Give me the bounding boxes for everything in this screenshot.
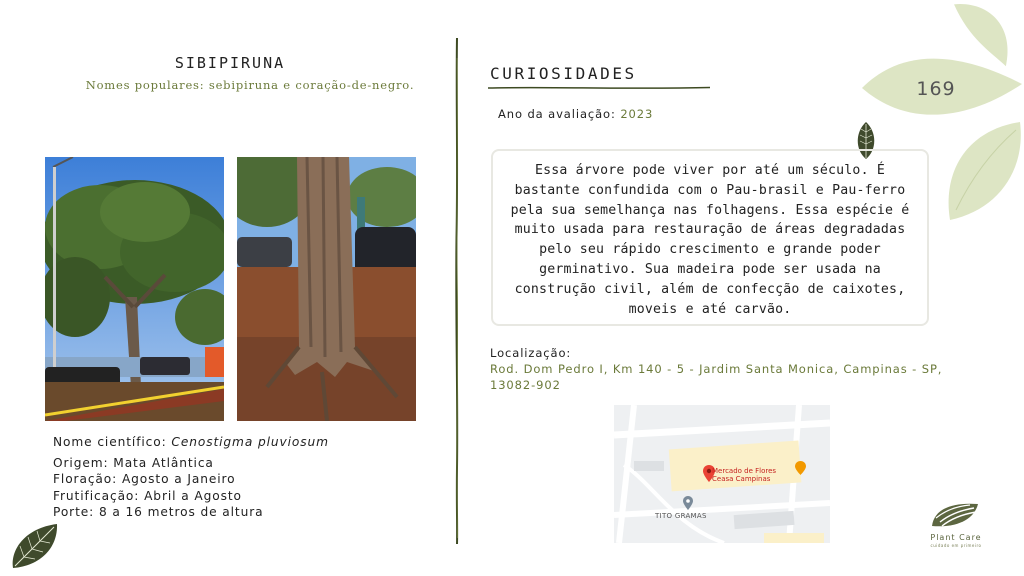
location-label: Localização: <box>490 346 572 360</box>
page-number: 169 <box>916 78 956 100</box>
scientific-name-value: Cenostigma pluviosum <box>171 435 329 449</box>
map-marker-icon[interactable] <box>683 496 693 510</box>
brand-tagline: cuidado em primeiro <box>930 543 982 548</box>
location-address: Rod. Dom Pedro I, Km 140 - 5 - Jardim Santa Monica, Campinas - SP, 13082-902 <box>490 362 943 392</box>
tree-photo-trunk <box>237 157 416 421</box>
scientific-name-label: Nome científico: <box>53 435 172 449</box>
map-place-line2: Ceasa Campinas <box>712 475 771 483</box>
curiosities-title: CURIOSIDADES <box>490 64 637 83</box>
map-place-label[interactable] <box>712 467 776 483</box>
evaluation-year-label: Ano da avaliação: <box>498 107 621 121</box>
evaluation-year <box>498 107 653 121</box>
map-tito-label: TITO GRAMAS <box>655 512 707 520</box>
leaf-icon <box>10 522 60 570</box>
evaluation-year-value: 2023 <box>620 107 654 121</box>
tree-photo-canopy <box>45 157 224 421</box>
species-facts <box>53 434 329 521</box>
poi-icon[interactable] <box>795 461 806 475</box>
leaf-decoration <box>858 0 1024 230</box>
column-divider <box>453 38 461 544</box>
brand-logo <box>920 500 992 548</box>
flowering-row: Floração: Agosto a Janeiro <box>53 472 236 487</box>
size-row: Porte: 8 a 16 metros de altura <box>53 505 264 520</box>
scientific-name-row <box>53 434 329 451</box>
brand-name: Plant Care <box>930 533 982 542</box>
curiosities-underline <box>488 84 710 92</box>
curiosities-text: Essa árvore pode viver por até um século. É bastante confundida com o Pau-brasil e Pau-ferro pela sua semelhança nas folhagens. Essa espécie é muito usada para restauração de áreas degradadas pelo seu rápido crescimento e grande poder germinativo. Sua madeira pode ser usada na construção civil, além de confecção de caixotes, moveis e até carvão. <box>491 149 929 326</box>
popular-names: Nomes populares: sebipiruna e coração-de-negro. <box>85 78 415 92</box>
origin-row: Origem: Mata Atlântica <box>53 455 214 470</box>
map-place-line1: Mercado de Flores <box>712 467 777 475</box>
fruiting-row: Frutificação: Abril a Agosto <box>53 488 242 503</box>
species-title: SIBIPIRUNA <box>174 54 286 72</box>
brand-logo-icon <box>928 500 984 530</box>
location-map[interactable] <box>614 405 830 543</box>
